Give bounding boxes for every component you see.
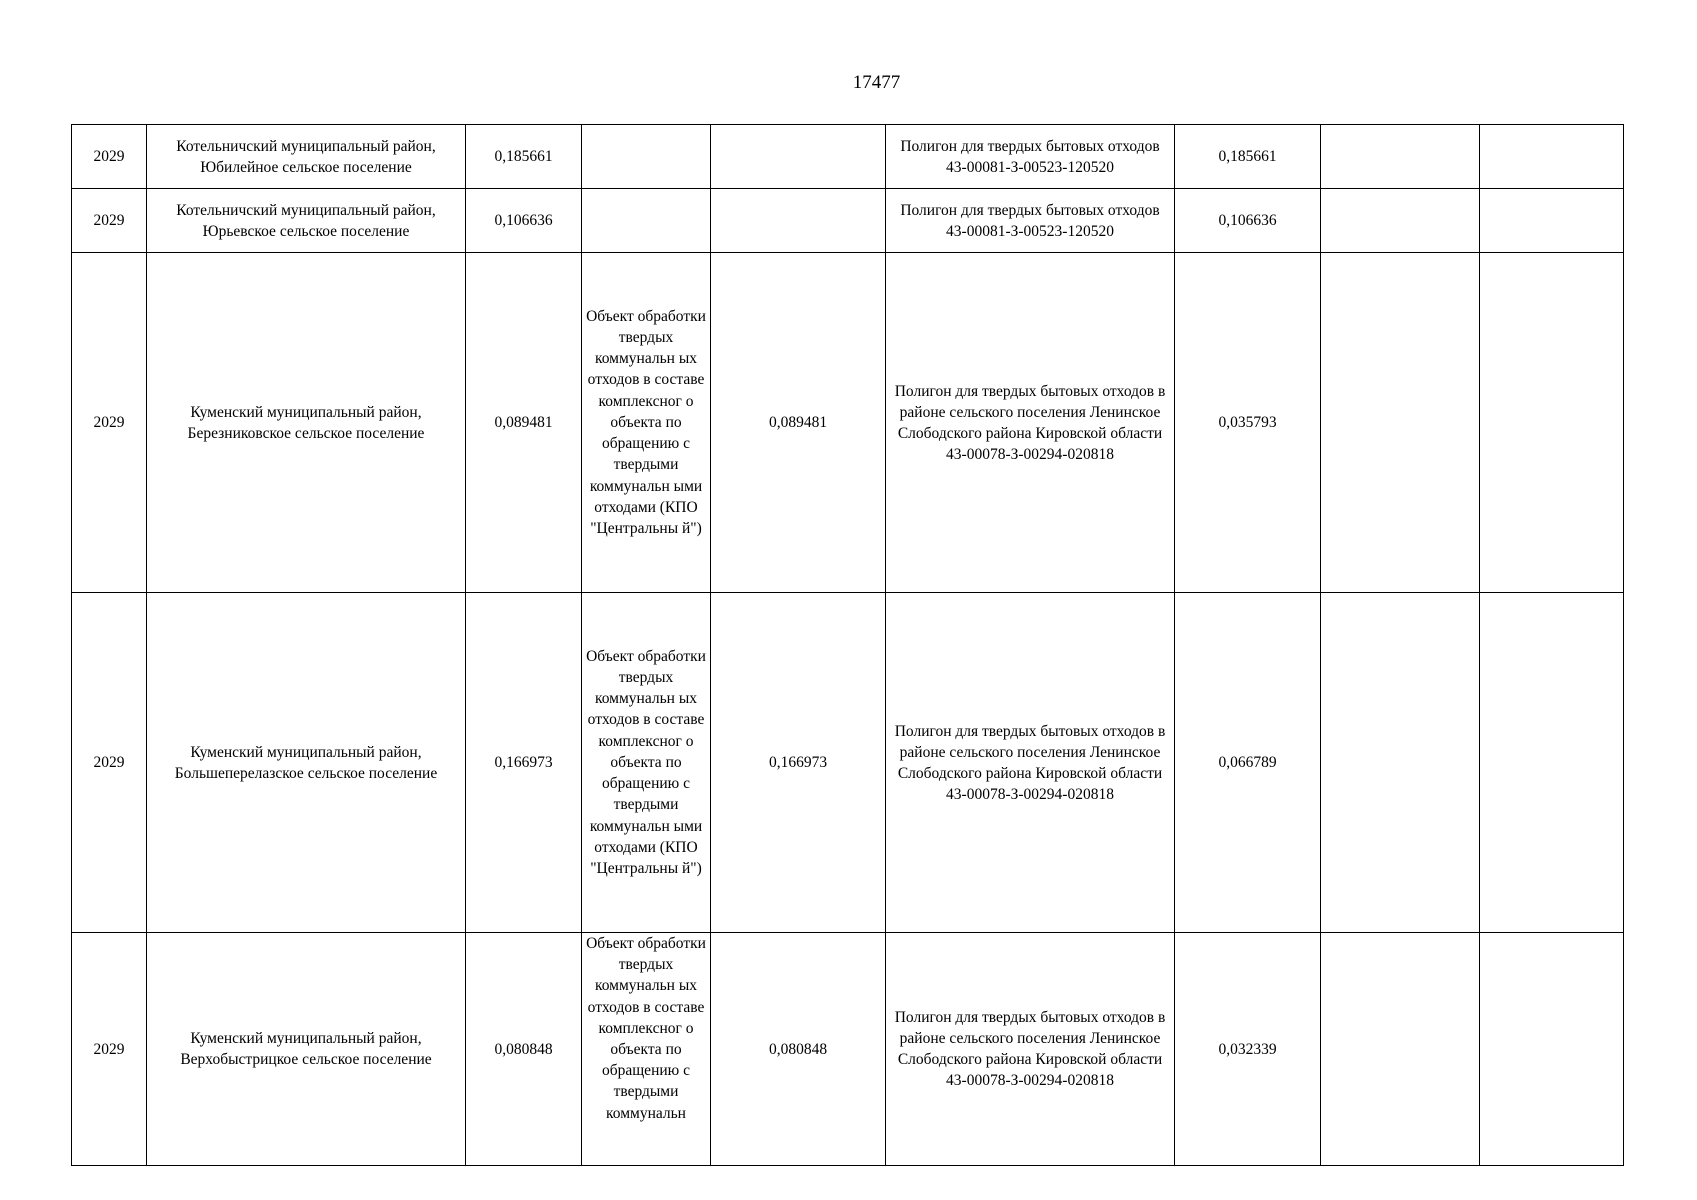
processing-mass-cell: 0,080848 [711,933,886,1166]
mass-total-cell: 0,185661 [466,125,582,189]
processing-object-cell: Объект обработки твердых коммунальн ых отходов в составе комплексног о объекта по обращению с твердыми коммунальн ыми отходами (КПО "Центральны й") [582,593,711,933]
processing-mass-cell: 0,089481 [711,253,886,593]
processing-mass-cell: 0,166973 [711,593,886,933]
table-row [72,189,1624,253]
disposal-object-cell: Полигон для твердых бытовых отходов в районе сельского поселения Ленинское Слободского района Кировской области 43-00078-З-00294-020818 [886,593,1175,933]
empty-cell [1321,933,1480,1166]
processing-object-text: Объект обработки твердых коммунальн ых отходов в составе комплексног о объекта по обращению с твердыми коммунальн [586,935,706,1122]
year-cell: 2029 [72,253,147,593]
disposal-object-cell: Полигон для твердых бытовых отходов 43-00081-З-00523-120520 [886,125,1175,189]
processing-object-cell [582,125,711,189]
empty-cell [1321,253,1480,593]
disposal-mass-cell: 0,185661 [1175,125,1321,189]
year-cell: 2029 [72,933,147,1166]
year-cell: 2029 [72,189,147,253]
disposal-object-cell: Полигон для твердых бытовых отходов 43-00081-З-00523-120520 [886,189,1175,253]
empty-cell [1480,125,1624,189]
municipality-cell: Котельничский муниципальный район, Юрьевское сельское поселение [147,189,466,253]
page-number: 17477 [852,72,901,93]
table-row [72,933,1624,1166]
municipality-cell: Куменский муниципальный район, Верхобыстрицкое сельское поселение [147,933,466,1166]
disposal-mass-cell: 0,032339 [1175,933,1321,1166]
disposal-object-cell: Полигон для твердых бытовых отходов в районе сельского поселения Ленинское Слободского района Кировской области 43-00078-З-00294-020818 [886,253,1175,593]
processing-mass-cell [711,125,886,189]
empty-cell [1321,189,1480,253]
processing-object-cell [582,189,711,253]
empty-cell [1480,253,1624,593]
disposal-mass-cell: 0,066789 [1175,593,1321,933]
disposal-mass-cell: 0,106636 [1175,189,1321,253]
table-row [72,125,1624,189]
municipality-cell: Котельничский муниципальный район, Юбилейное сельское поселение [147,125,466,189]
empty-cell [1321,593,1480,933]
disposal-mass-cell: 0,035793 [1175,253,1321,593]
mass-total-cell: 0,166973 [466,593,582,933]
mass-total-cell: 0,106636 [466,189,582,253]
processing-object-cell: Объект обработки твердых коммунальн ых отходов в составе комплексног о объекта по обращению с твердыми коммунальн ыми отходами (КПО "Центральны й") [582,253,711,593]
disposal-object-cell: Полигон для твердых бытовых отходов в районе сельского поселения Ленинское Слободского района Кировской области 43-00078-З-00294-020818 [886,933,1175,1166]
empty-cell [1480,933,1624,1166]
waste-flow-table [71,124,1624,1166]
municipality-cell: Куменский муниципальный район, Большеперелазское сельское поселение [147,593,466,933]
table-row [72,593,1624,933]
table-row [72,253,1624,593]
processing-mass-cell [711,189,886,253]
municipality-cell: Куменский муниципальный район, Березниковское сельское поселение [147,253,466,593]
year-cell: 2029 [72,593,147,933]
empty-cell [1480,593,1624,933]
empty-cell [1480,189,1624,253]
mass-total-cell: 0,080848 [466,933,582,1166]
mass-total-cell: 0,089481 [466,253,582,593]
processing-object-cell [582,933,711,1166]
empty-cell [1321,125,1480,189]
year-cell: 2029 [72,125,147,189]
